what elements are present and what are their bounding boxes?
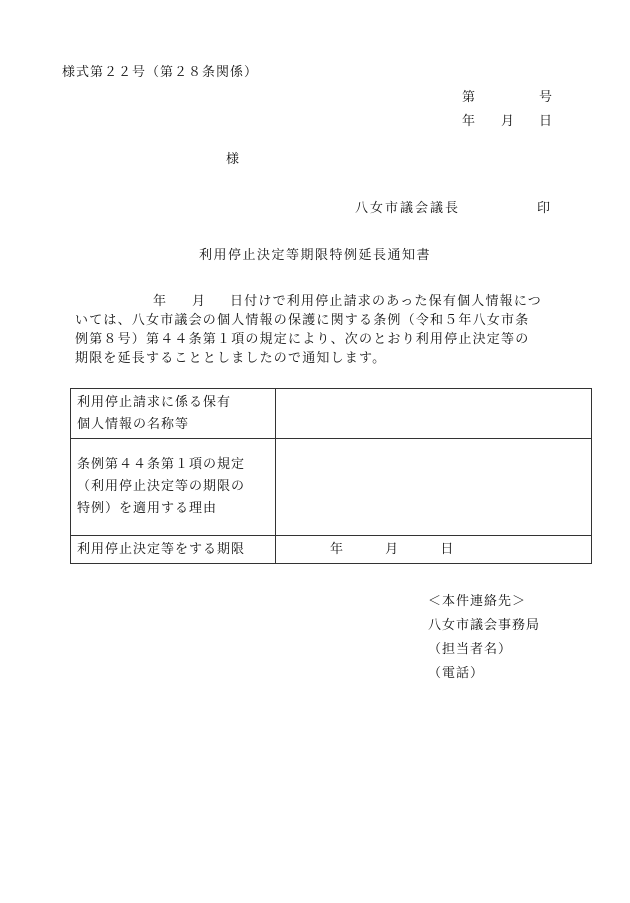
deadline-year: 年 — [330, 541, 345, 557]
addressee-honorific: 様 — [226, 152, 241, 167]
label-line: 利用停止請求に係る保有 — [77, 394, 232, 410]
details-table — [70, 388, 592, 564]
label-line: 個人情報の名称等 — [77, 416, 190, 432]
contact-office: 八女市議会事務局 — [428, 618, 541, 633]
document-title: 利用停止決定等期限特例延長通知書 — [198, 248, 431, 263]
deadline-day: 日 — [440, 541, 455, 557]
value-personal-info[interactable] — [276, 389, 592, 439]
row-label-reason — [71, 439, 276, 536]
contact-heading: ＜本件連絡先＞ — [428, 594, 527, 609]
sender-title: 八女市議会議長 — [355, 201, 461, 216]
label-line: 条例第４４条第１項の規定 — [77, 457, 246, 472]
body-line-2: いては、八女市議会の個人情報の保護に関する条例（令和５年八女市条 — [75, 313, 530, 328]
table-row — [71, 389, 592, 439]
body-month: 月 — [192, 294, 207, 309]
seal-mark: 印 — [537, 201, 552, 216]
contact-person: （担当者名） — [428, 642, 513, 657]
label-line: （利用停止決定等の期限の — [77, 479, 246, 494]
value-deadline[interactable] — [276, 536, 592, 564]
contact-phone: （電話） — [428, 666, 485, 681]
row-label-deadline: 利用停止決定等をする期限 — [71, 536, 276, 564]
body-year: 年 — [153, 294, 168, 309]
date-month: 月 — [501, 114, 516, 129]
table-row — [71, 439, 592, 536]
contact-block — [428, 590, 540, 686]
body-line-4: 期限を延長することとしましたので通知します。 — [75, 351, 387, 366]
value-reason[interactable] — [276, 439, 592, 536]
row-label-personal-info — [71, 389, 276, 439]
form-number: 様式第２２号（第２８条関係） — [62, 65, 259, 80]
body-line-1-text: 日付けで利用停止請求のあった保有個人情報につ — [230, 294, 543, 309]
body-line-3: 例第８号）第４４条第１項の規定により、次のとおり利用停止決定等の — [75, 332, 530, 347]
label-line: 特例）を適用する理由 — [77, 501, 218, 516]
date-day: 日 — [539, 114, 554, 129]
date-year: 年 — [462, 114, 477, 129]
deadline-month: 月 — [385, 541, 400, 557]
table-row — [71, 536, 592, 564]
document-number-suffix: 号 — [539, 90, 554, 105]
document-number-prefix: 第 — [462, 90, 477, 105]
